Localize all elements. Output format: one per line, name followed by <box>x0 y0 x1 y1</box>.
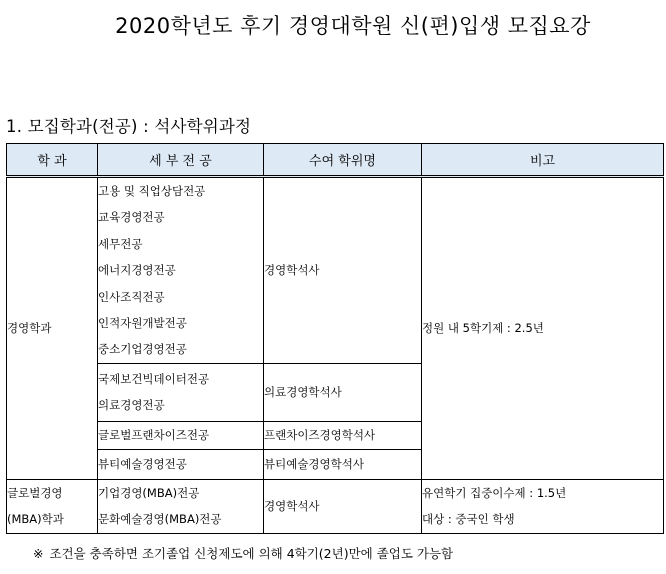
degree-name: 프랜차이즈경영학석사 <box>264 428 376 443</box>
department-cell <box>7 479 98 533</box>
department-name-line: 글로벌경영 <box>7 485 63 500</box>
degree-cell <box>264 421 422 449</box>
degree-name: 뷰티예술경영학석사 <box>264 457 364 472</box>
table-row <box>7 177 664 364</box>
major-item: 중소기업경영전공 <box>98 342 187 357</box>
reference-mark-icon: ※ <box>33 546 44 561</box>
major-item: 글로벌프랜차이즈전공 <box>98 428 210 443</box>
major-item: 기업경영(MBA)전공 <box>98 485 200 500</box>
section-heading: 1. 모집학과(전공) : 석사학위과정 <box>6 117 252 136</box>
note-cell <box>422 479 664 533</box>
header-degree: 수여 학위명 <box>264 144 422 177</box>
table-row <box>7 479 664 533</box>
major-item: 국제보건빅데이터전공 <box>98 371 210 386</box>
department-name-line: (MBA)학과 <box>7 512 64 527</box>
major-item: 에너지경영전공 <box>98 263 176 278</box>
degree-cell <box>264 363 422 421</box>
note-line: 유연학기 집중이수제 : 1.5년 <box>422 485 567 500</box>
page-title: 2020학년도 후기 경영대학원 신(편)입생 모집요강 <box>115 14 591 38</box>
major-list-cell <box>98 363 264 421</box>
major-item: 교육경영전공 <box>98 210 165 225</box>
department-cell <box>7 177 98 480</box>
table-header-row <box>7 144 664 177</box>
major-item: 고용 및 직업상담전공 <box>98 184 206 198</box>
degree-name: 경영학석사 <box>264 499 320 514</box>
major-list-cell <box>98 177 264 364</box>
major-item: 문화예술경영(MBA)전공 <box>98 512 222 527</box>
degree-cell <box>264 177 422 364</box>
note-cell <box>422 177 664 480</box>
degree-name: 경영학석사 <box>264 263 320 278</box>
major-list-cell <box>98 479 264 533</box>
degree-cell <box>264 479 422 533</box>
major-list-cell <box>98 421 264 449</box>
major-item: 의료경영전공 <box>98 398 165 413</box>
note-line: 정원 내 5학기제 : 2.5년 <box>422 321 544 336</box>
degree-cell <box>264 449 422 479</box>
major-item: 인사조직전공 <box>98 289 165 304</box>
major-item: 뷰티예술경영전공 <box>98 457 187 472</box>
header-major: 세 부 전 공 <box>98 144 264 177</box>
header-note: 비고 <box>422 144 664 177</box>
footnote-text: 조건을 충족하면 조기졸업 신청제도에 의해 4학기(2년)만에 졸업도 가능함 <box>49 546 454 561</box>
department-name: 경영학과 <box>7 321 52 336</box>
recruitment-table <box>6 143 664 534</box>
header-department: 학 과 <box>7 144 98 177</box>
note-line: 대상 : 중국인 학생 <box>422 512 515 527</box>
major-item: 세무전공 <box>98 236 143 251</box>
major-list-cell <box>98 449 264 479</box>
major-item: 인적자원개발전공 <box>98 315 187 330</box>
degree-name: 의료경영학석사 <box>264 385 342 400</box>
footnote <box>33 544 453 562</box>
